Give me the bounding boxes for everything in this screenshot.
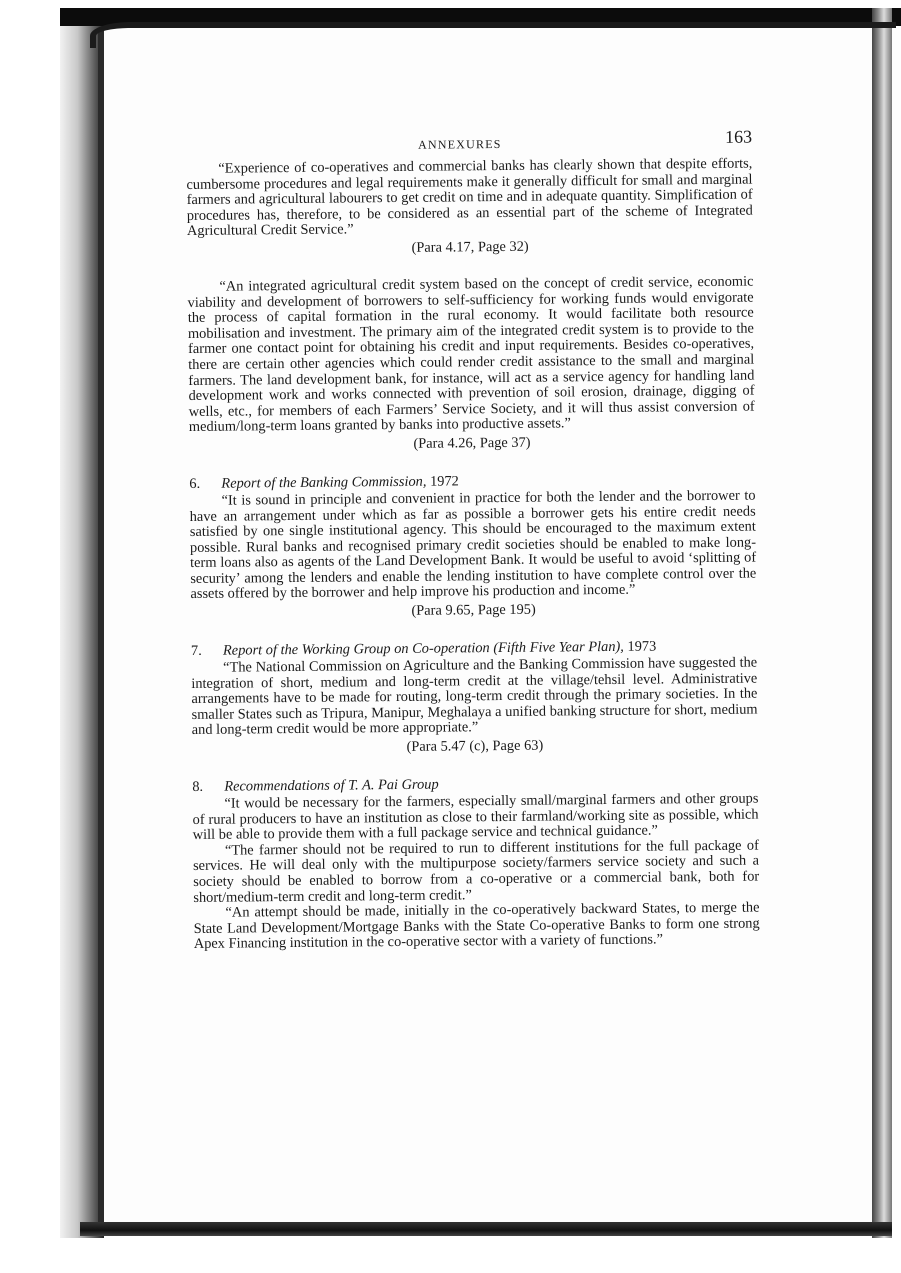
section-paragraph: “An attempt should be made, initially in the co-operatively backward States, to merge the State Land Development/Mortgage Banks with the State Co-operative Banks to form one strong Apex Financing institution in the co-operative sector with a variety of functions.” <box>193 899 760 953</box>
section-number: 7. <box>190 642 202 660</box>
quote-paragraph: “An integrated agricultural credit system based on the concept of credit service, economic viability and development of borrowers to self-sufficiency for working funds would envigorate the process of capital formation in the rural economy. It would facilitate both resource mobilisation and investment. The primary aim of the integrated credit system is to provide to the farmer one contact point for obtaining his credit and input requirements. Besides co-operatives, there are certain other agencies which could render credit assistance to the small and marginal farmers. The land development bank, for instance, will act as a service agency for handling land development work and works connected with prevention of soil erosion, drainage, digging of wells, etc., for members of each Farmers’ Service Society, and it will thus assist conversion of medium/long-term loans granted by banks into productive assets.” <box>187 273 755 436</box>
section-paragraph: “The farmer should not be required to run to different institutions for the full package of services. He will deal only with the multipurpose society/farmers service society and such a society should be enabled to borrow from a co-operative or a commercial bank, both for short/medium-term credit and long-term credit.” <box>192 837 760 906</box>
section-number: 6. <box>189 475 201 492</box>
page-left-edge <box>98 30 104 1230</box>
page-top-curl <box>90 22 896 48</box>
section-paragraph: “It would be necessary for the farmers, especially small/marginal farmers and other groups of rural producers to have an institution as close to their farmland/working site as possible, which will be able to provide them with a full package service and technical guidance.” <box>192 790 759 844</box>
section-title-year: 1972 <box>426 473 459 490</box>
book-edge-right <box>872 8 892 1238</box>
section-paragraph: “The National Commission on Agriculture and the Banking Commission have suggested the integration of short, medium and long-term credit at the village/tehsil level. Administrative arrangements have to be made for routing, long-term credit through the primary societies. In the smaller States such as Tripura, Manipur, Meghalaya a unified banking structure for short, medium and long-term credit would be more appropriate.” <box>191 654 758 739</box>
section-number: 8. <box>192 778 204 796</box>
section-paragraph: “It is sound in principle and convenient in practice for both the lender and the borrower to have an arrangement under which as far as possible a borrower gets his entire credit needs satisfied by one single institutional agency. This should be encouraged to the maximum extent possible. Rural banks and recognised primary credit societies should be enabled to make long-term loans also as agents of the Land Development Bank. It would be useful to avoid ‘splitting of security’ among the lenders and enable the lending institution to have complete control over the assets offered by the borrower and help improve his production and income.” <box>189 487 757 603</box>
section-title-year: 1973 <box>623 638 657 655</box>
page-number: 163 <box>724 126 753 147</box>
running-head-title: ANNEXURES <box>418 136 502 152</box>
quote-citation: (Para 4.26, Page 37) <box>413 434 531 452</box>
section-title: Report of the Banking Commission, <box>221 473 427 492</box>
scan-bottom-border <box>80 1222 892 1236</box>
section-title: Report of the Working Group on Co-operation (Fifth Five Year Plan), <box>222 638 624 659</box>
page-text-column <box>186 127 760 953</box>
quote-paragraph: “Experience of co-operatives and commercial banks has clearly shown that despite efforts, cumbersome procedures and legal requirements make it generally difficult for small and marginal farmers and agricultural labourers to get credit on time and in adequate quantity. Simplification of procedures has, therefore, to be considered as an essential part of the scheme of Integrated Agricultural Credit Service.” <box>186 155 753 240</box>
section-citation: (Para 5.47 (c), Page 63) <box>406 737 544 755</box>
section-citation: (Para 9.65, Page 195) <box>411 601 536 619</box>
section-title: Recommendations of T. A. Pai Group <box>224 776 439 795</box>
running-head <box>186 127 752 162</box>
quote-citation: (Para 4.17, Page 32) <box>411 238 529 256</box>
